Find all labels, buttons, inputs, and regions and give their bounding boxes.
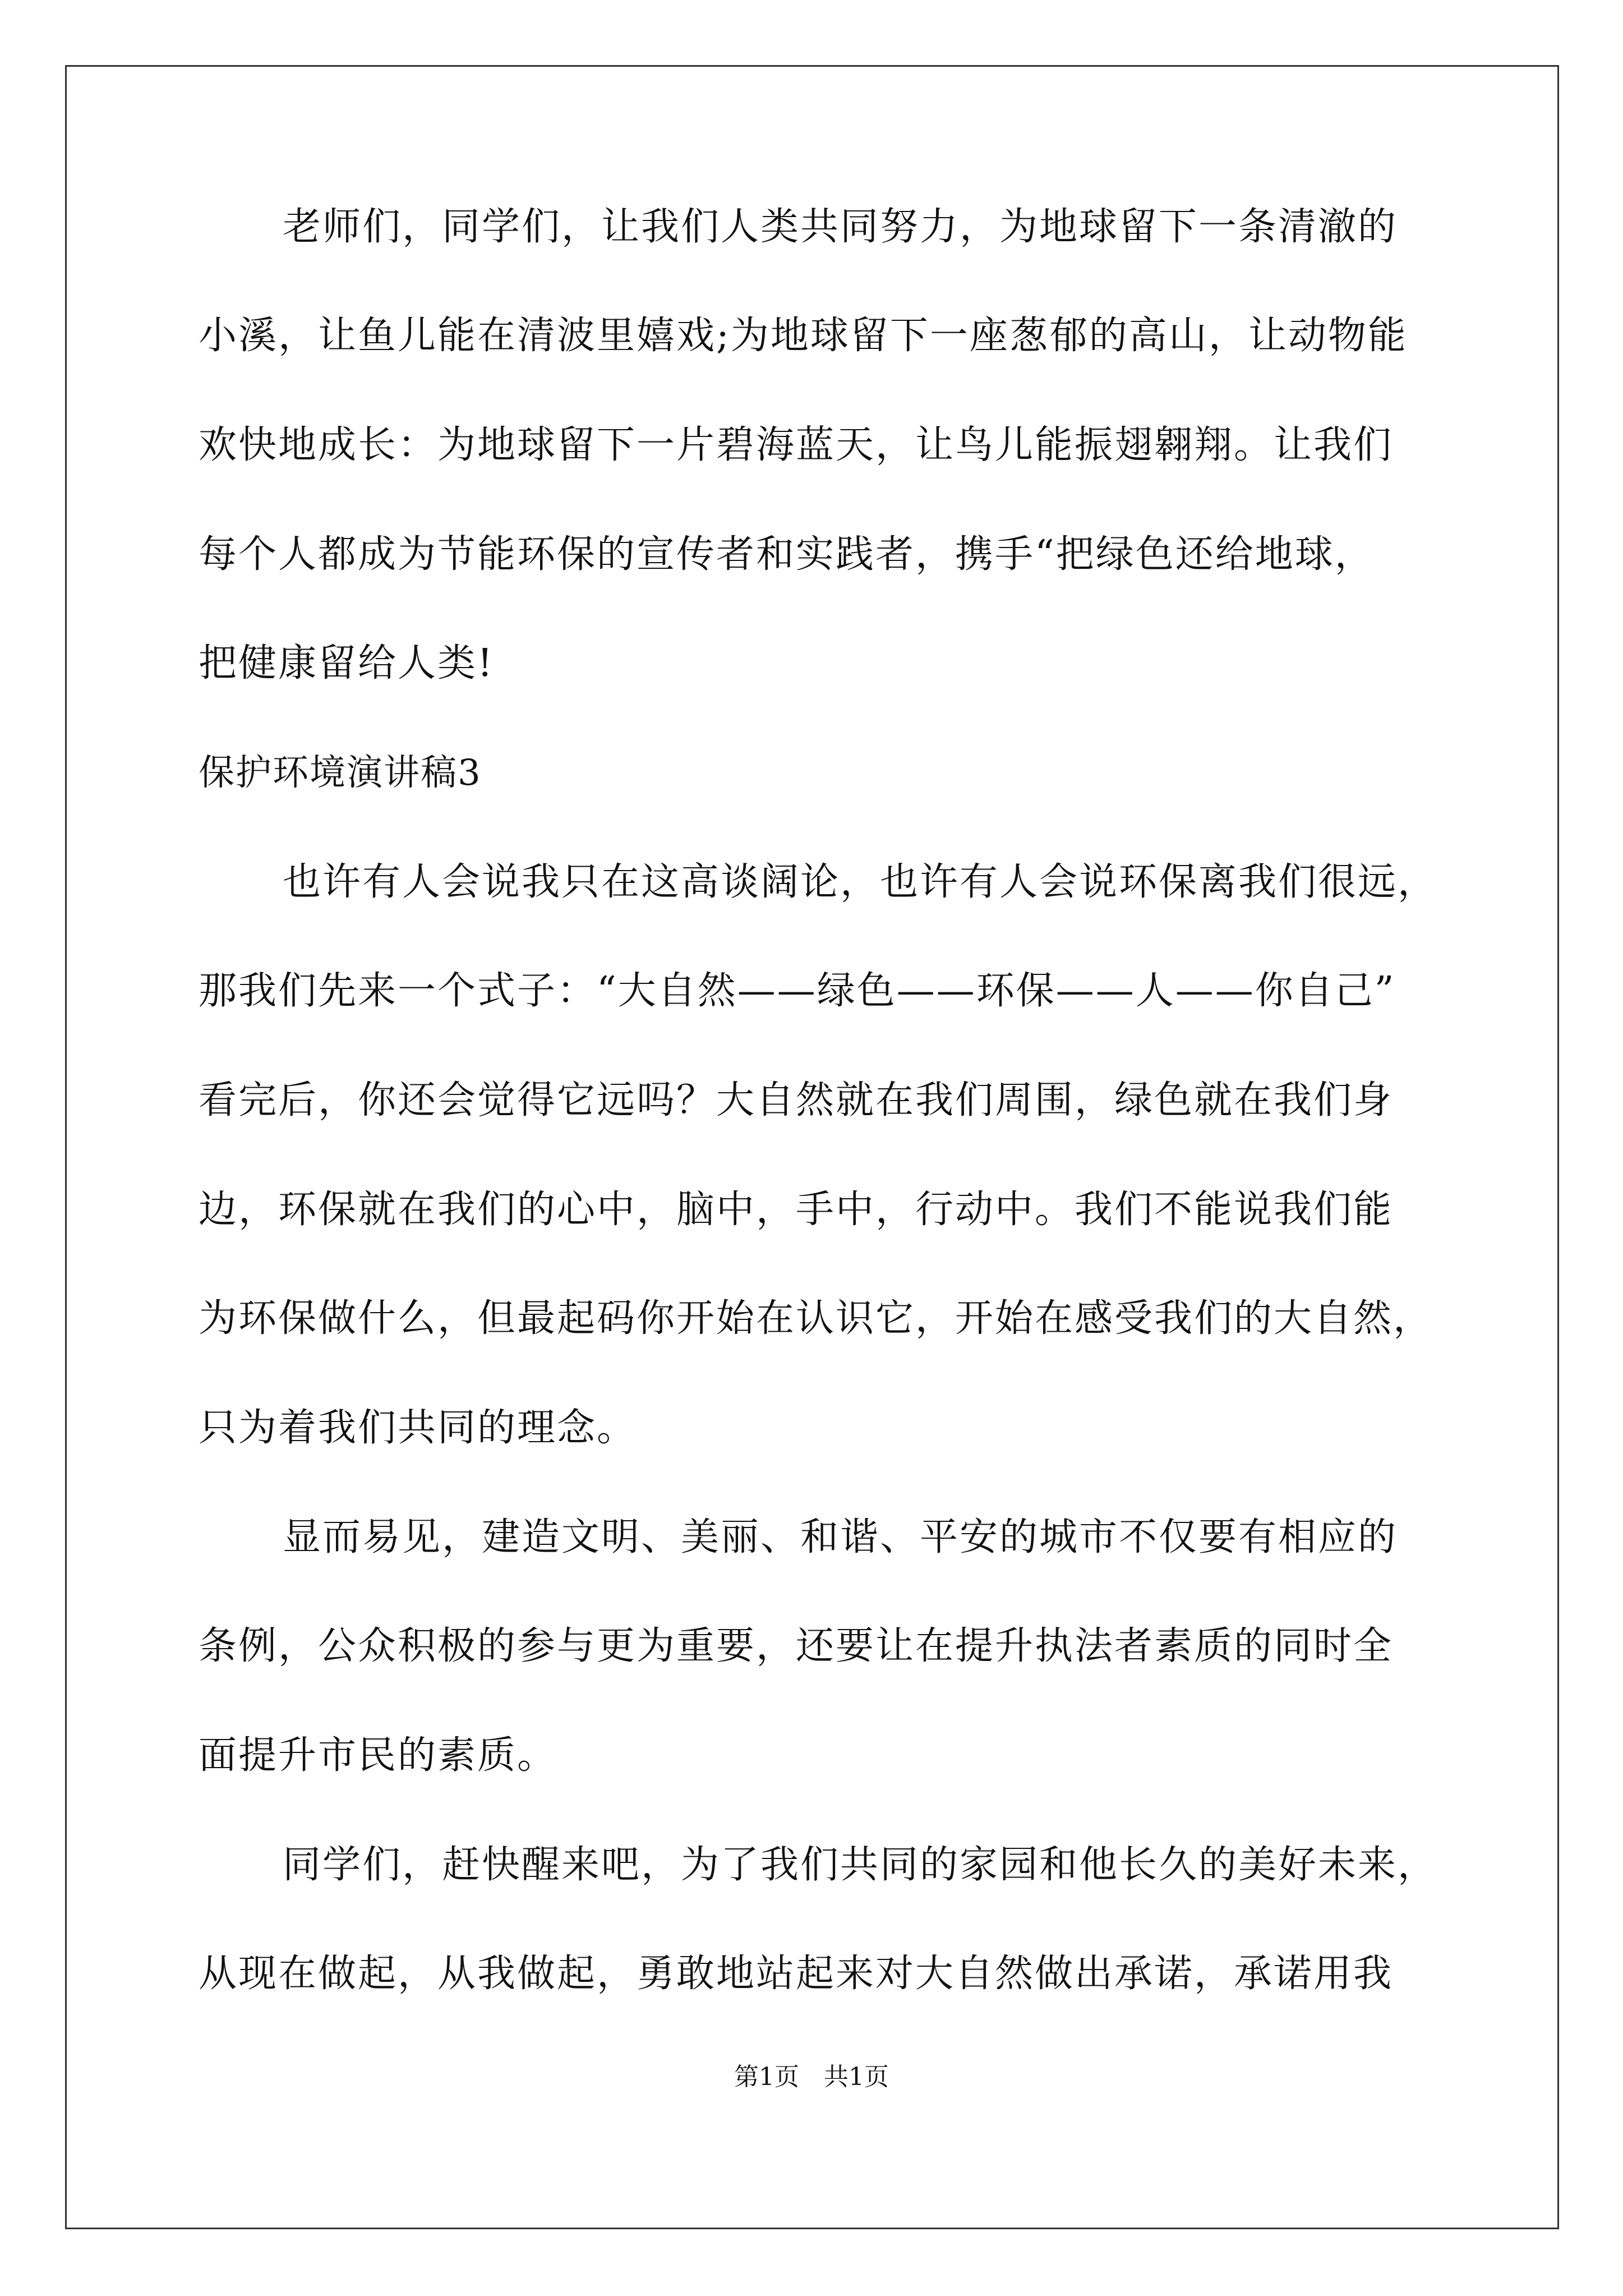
page-border xyxy=(65,65,1559,2229)
paragraph-line: 同学们，赶快醒来吧，为了我们共同的家园和他长久的美好未来， xyxy=(283,1843,1438,1887)
paragraph-line: 显而易见，建造文明、美丽、和谐、平安的城市不仅要有相应的 xyxy=(283,1515,1398,1559)
paragraph-line: 看完后，你还会觉得它远吗？大自然就在我们周围，绿色就在我们身 xyxy=(199,1078,1394,1122)
paragraph-line: 面提升市民的素质。 xyxy=(199,1733,557,1778)
paragraph-line: 每个人都成为节能环保的宣传者和实践者，携手“把绿色还给地球， xyxy=(199,532,1375,577)
paragraph-line: 欢快地成长：为地球留下一片碧海蓝天，让鸟儿能振翅翱翔。让我们 xyxy=(199,423,1394,467)
paragraph-line: 老师们，同学们，让我们人类共同努力，为地球留下一条清澈的 xyxy=(283,205,1398,249)
paragraph-line: 也许有人会说我只在这高谈阔论，也许有人会说环保离我们很远， xyxy=(283,860,1438,904)
page-number-footer: 第1页 共1页 xyxy=(734,2063,889,2091)
paragraph-line: 条例，公众积极的参与更为重要，还要让在提升执法者素质的同时全 xyxy=(199,1624,1394,1668)
paragraph-line: 只为着我们共同的理念。 xyxy=(199,1406,637,1450)
paragraph-line: 小溪，让鱼儿能在清波里嬉戏;为地球留下一座葱郁的高山，让动物能 xyxy=(199,314,1408,358)
paragraph-line: 把健康留给人类! xyxy=(199,641,495,685)
paragraph-line: 为环保做什么，但最起码你开始在认识它，开始在感受我们的大自然， xyxy=(199,1296,1433,1341)
paragraph-line: 从现在做起，从我做起，勇敢地站起来对大自然做出承诺，承诺用我 xyxy=(199,1952,1394,1996)
paragraph-line: 边，环保就在我们的心中，脑中，手中，行动中。我们不能说我们能 xyxy=(199,1188,1394,1232)
paragraph-line: 那我们先来一个式子：“大自然——绿色——环保——人——你自己” xyxy=(199,969,1396,1013)
section-heading: 保护环境演讲稿3 xyxy=(199,752,482,794)
